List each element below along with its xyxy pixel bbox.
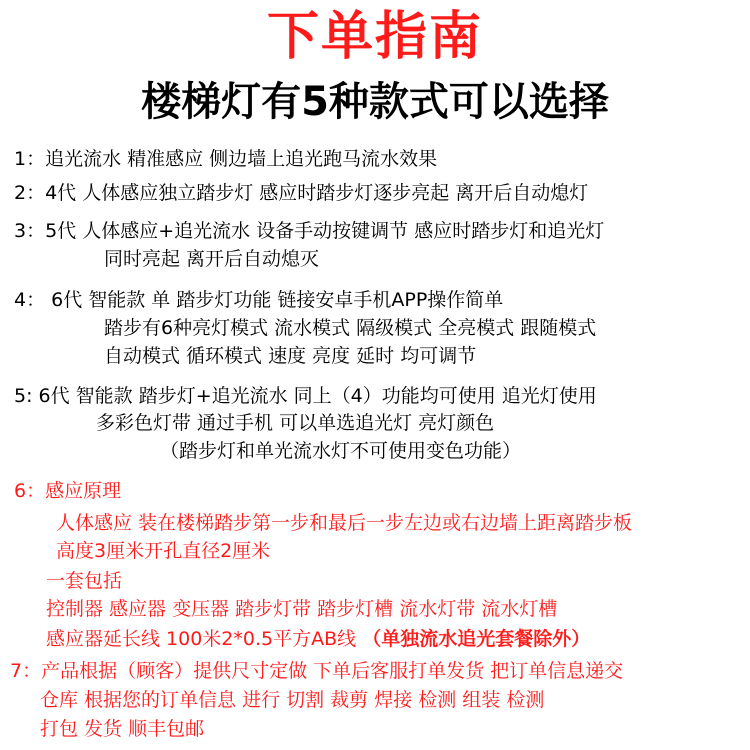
item-3-line-2: 同时亮起 离开后自动熄灭 <box>104 248 320 270</box>
item-2-line: 2：4代 人体感应独立踏步灯 感应时踏步灯逐步亮起 离开后自动熄灯 <box>14 182 589 204</box>
page-title: 下单指南 <box>266 7 483 67</box>
item-4-line-2: 踏步有6种亮灯模式 流水模式 隔级模式 全亮模式 跟随模式 <box>104 317 597 339</box>
item-6-extension-cable <box>46 626 590 652</box>
item-4-line-3: 自动模式 循环模式 速度 亮度 延时 均可调节 <box>104 345 477 367</box>
item-7-line-1: 7：产品根据（顾客）提供尺寸定做 下单后客服打单发货 把订单信息递交 <box>10 660 624 682</box>
item-6-package-heading: 一套包括 <box>46 570 123 592</box>
item-6-line-2: 高度3厘米开孔直径2厘米 <box>56 540 271 562</box>
item-7-line-2: 仓库 根据您的订单信息 进行 切割 裁剪 焊接 检测 组装 检测 <box>40 689 545 711</box>
item-7-line-3: 打包 发货 顺丰包邮 <box>40 718 205 740</box>
item-4-line-1: 4： 6代 智能款 单 踏步灯功能 链接安卓手机APP操作简单 <box>14 289 504 311</box>
item-6-extension-text: 感应器延长线 100米2*0.5平方AB线 <box>46 628 357 650</box>
item-5-line-2: 多彩色灯带 通过手机 可以单选追光灯 亮灯颜色 <box>96 412 495 434</box>
item-3-line-1: 3：5代 人体感应+追光流水 设备手动按键调节 感应时踏步灯和追光灯 <box>14 220 605 242</box>
item-1-line: 1：追光流水 精准感应 侧边墙上追光跑马流水效果 <box>14 148 438 170</box>
item-5-line-1: 5: 6代 智能款 踏步灯+追光流水 同上（4）功能均可使用 追光灯使用 <box>14 385 597 407</box>
item-6-line-1: 人体感应 装在楼梯踏步第一步和最后一步左边或右边墙上距离踏步板 <box>56 512 633 534</box>
item-6-exception-note: （单独流水追光套餐除外） <box>362 628 591 650</box>
item-5-line-3: （踏步灯和单光流水灯不可使用变色功能） <box>160 440 522 462</box>
item-6-package-list: 控制器 感应器 变压器 踏步灯带 踏步灯槽 流水灯带 流水灯槽 <box>46 598 558 620</box>
item-6-heading: 6：感应原理 <box>14 480 122 502</box>
page-subtitle: 楼梯灯有5种款式可以选择 <box>141 79 609 125</box>
